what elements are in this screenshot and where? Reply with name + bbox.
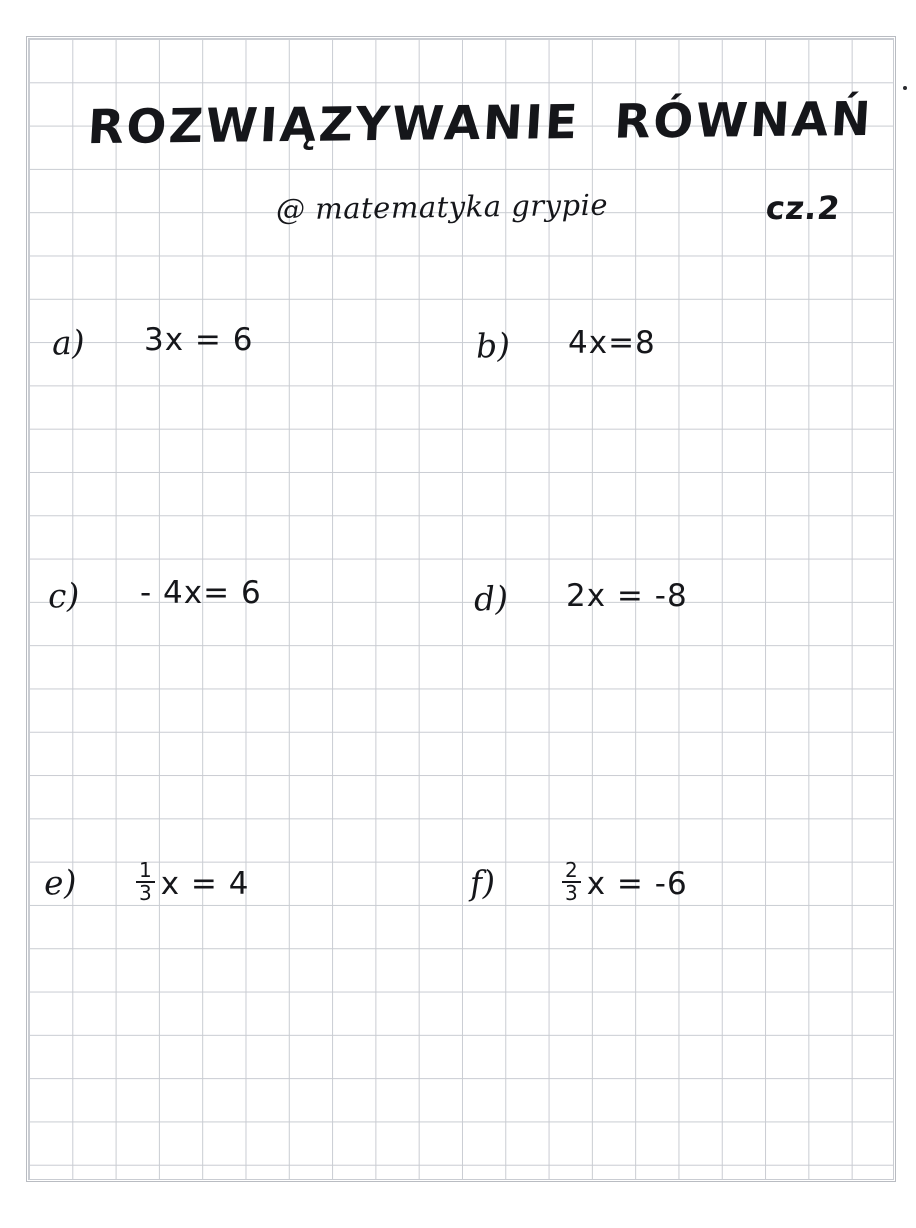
fraction-denominator-e: 3 [136,881,155,904]
exercise-equation-e [136,858,250,906]
fraction-numerator-e: 1 [139,858,152,882]
scan-speck [903,86,907,90]
equation-text-d: 2x = -8 [566,578,688,614]
equation-text-b: 4x=8 [568,325,656,361]
equation-text-a: 3x = 6 [144,322,254,358]
exercise-item-a [52,322,253,361]
equation-text-c: - 4x= 6 [140,575,262,611]
equation-text-f: x = -6 [586,866,688,902]
exercise-label-c: c) [47,575,81,616]
exercise-label-f: f) [469,862,496,903]
fraction-denominator-f: 3 [562,881,581,904]
exercise-equation-a [144,322,253,358]
fraction-f [562,860,581,904]
exercise-label-e: e) [43,862,78,903]
part-number: cz.2 [764,189,843,227]
exercise-label-b: b) [475,325,511,366]
fraction-numerator-f: 2 [565,858,578,882]
exercise-item-f [469,858,688,906]
exercise-item-b [476,325,656,364]
exercise-item-d [474,578,688,617]
exercise-equation-f [562,858,688,906]
exercise-equation-c [140,575,262,611]
exercise-equation-b [568,325,656,361]
exercise-item-c [48,575,262,614]
page-title: ROZWIĄZYWANIE RÓWNAŃ [86,91,875,156]
equation-text-e: x = 4 [160,866,250,902]
exercise-label-d: d) [473,578,509,619]
exercise-equation-d [566,578,688,614]
exercise-item-e [43,858,250,906]
exercise-label-a: a) [51,322,86,363]
fraction-e [136,860,155,904]
author-handle: @ matematyka grypie [275,187,609,227]
